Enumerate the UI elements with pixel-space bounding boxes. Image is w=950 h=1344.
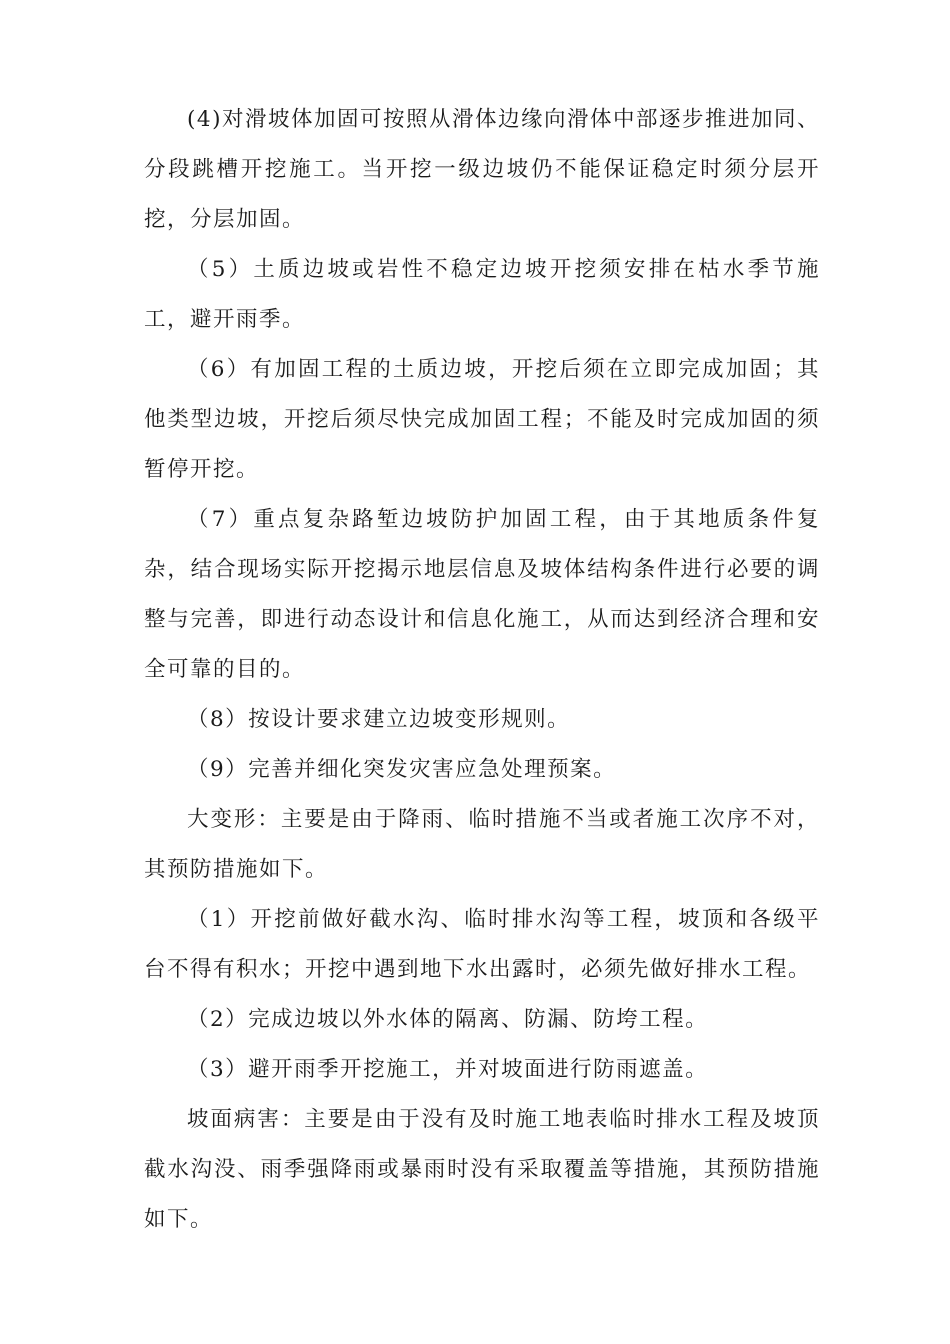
paragraph-item-9: （9）完善并细化突发灾害应急处理预案。 <box>187 757 617 782</box>
paragraph-measure-3: （3）避开雨季开挖施工，并对坡面进行防雨遮盖。 <box>187 1057 709 1082</box>
paragraph-large-deformation: 大变形：主要是由于降雨、临时措施不当或者施工次序不对，其预防措施如下。 <box>144 807 820 882</box>
paragraph-item-6: （6）有加固工程的土质边坡，开挖后须在立即完成加固；其他类型边坡，开挖后须尽快完成加固工程；不能及时完成加固的须暂停开挖。 <box>144 357 820 482</box>
paragraph-item-4: (4)对滑坡体加固可按照从滑体边缘向滑体中部逐步推进加同、分段跳槽开挖施工。当开挖一级边坡仍不能保证稳定时须分层开挖，分层加固。 <box>144 107 820 232</box>
paragraph-measure-2: （2）完成边坡以外水体的隔离、防漏、防垮工程。 <box>187 1007 709 1032</box>
paragraph-measure-1: （1）开挖前做好截水沟、临时排水沟等工程，坡顶和各级平台不得有积水；开挖中遇到地下水出露时，必须先做好排水工程。 <box>144 907 820 982</box>
paragraph-item-8: （8）按设计要求建立边坡变形规则。 <box>187 707 571 732</box>
paragraph-slope-surface-disease: 坡面病害：主要是由于没有及时施工地表临时排水工程及坡顶截水沟没、雨季强降雨或暴雨时没有采取覆盖等措施，其预防措施如下。 <box>144 1107 820 1232</box>
paragraph-item-7: （7）重点复杂路堑边坡防护加固工程，由于其地质条件复杂，结合现场实际开挖揭示地层信息及坡体结构条件进行必要的调整与完善，即进行动态设计和信息化施工，从而达到经济合理和安全可靠的目的。 <box>144 507 820 682</box>
paragraph-item-5: （5）土质边坡或岩性不稳定边坡开挖须安排在枯水季节施工，避开雨季。 <box>144 257 820 332</box>
